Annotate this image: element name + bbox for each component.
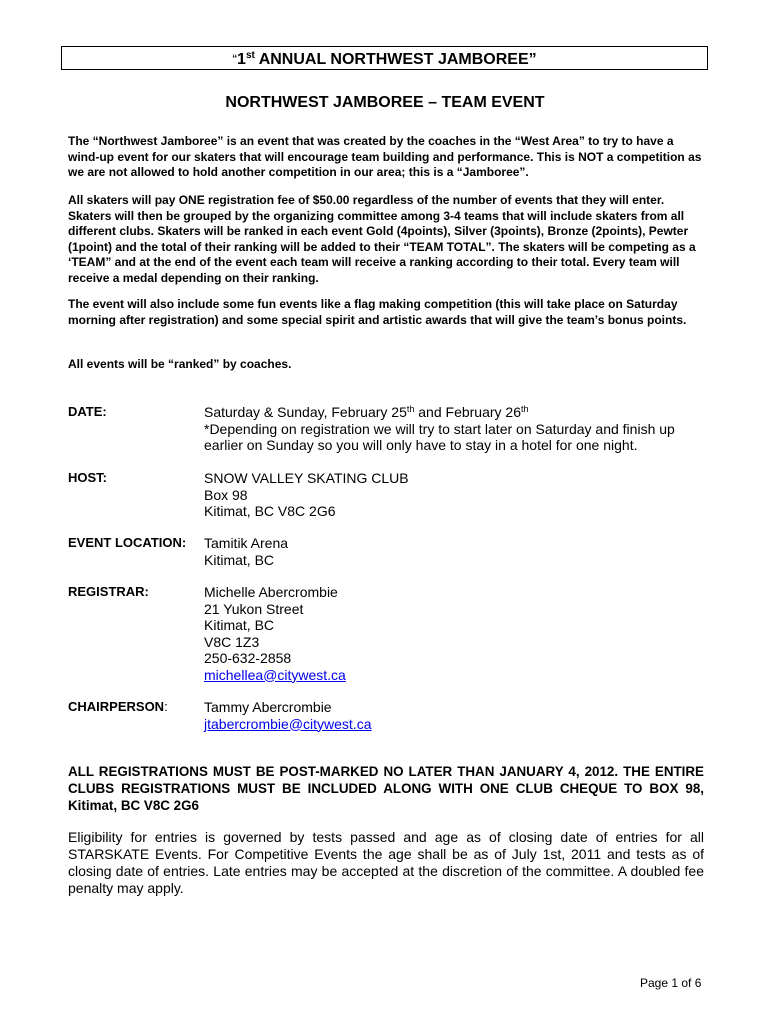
date-text-b: and February 26 bbox=[414, 404, 521, 420]
chairperson-label-text: CHAIRPERSON bbox=[68, 699, 165, 714]
date-note-line-1: *Depending on registration we will try to start later on Saturday and finish up bbox=[204, 420, 675, 437]
page-number: Page 1 of 6 bbox=[640, 976, 702, 990]
chairperson-name: Tammy Abercrombie bbox=[204, 699, 332, 715]
page-subtitle: NORTHWEST JAMBOREE – TEAM EVENT bbox=[225, 94, 545, 111]
intro-paragraph-3: The event will also include some fun events like a flag making competition (this will take place on Saturday morning after registration) and some special spirit and artistic awards that will give the team’s bonus points. bbox=[68, 297, 687, 327]
date-value bbox=[204, 404, 708, 454]
title-text: ANNUAL NORTHWEST JAMBOREE bbox=[254, 51, 529, 68]
registrar-email-link[interactable]: michellea@citywest.ca bbox=[204, 666, 346, 683]
title-close-quote: ” bbox=[528, 51, 537, 68]
registrar-line: V8C 1Z3 bbox=[204, 633, 260, 650]
intro-paragraph-4: All events will be “ranked” by coaches. bbox=[68, 357, 292, 371]
date-label: DATE: bbox=[68, 404, 107, 419]
title-superscript: st bbox=[245, 50, 255, 61]
host-value bbox=[204, 470, 708, 520]
chairperson-email-link[interactable]: jtabercrombie@citywest.ca bbox=[204, 715, 372, 732]
date-text-a: Saturday & Sunday, February 25 bbox=[204, 404, 407, 420]
intro-paragraph-2: All skaters will pay ONE registration fee of $50.00 regardless of the number of events that they will enter. Skaters will then be grouped by the organizing committee among 3-4 teams that will include skaters from all different clubs. Skaters will be ranked in each event Gold (4points), Silver (3points), Bronze (2points), Pewter (1point) and the total of their ranking will be added to their “TEAM TOTAL”. The skaters will be competing as a ‘TEAM” and at the end of the event each team will receive a ranking according to their total. Every team will receive a medal depending on their ranking. bbox=[68, 193, 696, 285]
event-title-box bbox=[61, 46, 708, 70]
location-line: Tamitik Arena bbox=[204, 535, 289, 551]
registration-deadline-notice: ALL REGISTRATIONS MUST BE POST-MARKED NO LATER THAN JANUARY 4, 2012. THE ENTIRE CLUBS REGISTRATIONS MUST BE INCLUDED ALONG WITH ONE CLUB CHEQUE TO BOX 98, Kitimat, BC V8C 2G6 bbox=[68, 764, 704, 813]
chairperson-label bbox=[68, 699, 168, 716]
host-line: Kitimat, BC V8C 2G6 bbox=[204, 503, 336, 519]
registrar-value bbox=[204, 584, 708, 683]
chairperson-label-colon: : bbox=[164, 699, 168, 714]
registrar-line: 21 Yukon Street bbox=[204, 600, 304, 617]
title-open-quote: “ bbox=[232, 51, 238, 67]
location-value bbox=[204, 535, 708, 568]
date-note-line-2: earlier on Sunday so you will only have to stay in a hotel for one night. bbox=[204, 437, 638, 453]
date-sup-2: th bbox=[521, 404, 529, 414]
location-label: EVENT LOCATION: bbox=[68, 535, 187, 550]
intro-paragraph-1: The “Northwest Jamboree” is an event that was created by the coaches in the “West Area” to try to have a wind-up event for our skaters that will encourage team building and performance. This is NOT a competition as we are not allowed to hold another competition in our area; this is a “Jamboree”. bbox=[68, 134, 702, 179]
registrar-line: Michelle Abercrombie bbox=[204, 584, 338, 600]
title-number: 1 bbox=[237, 51, 246, 68]
host-line: Box 98 bbox=[204, 486, 248, 503]
eligibility-paragraph: Eligibility for entries is governed by tests passed and age as of closing date of entries for all STARSKATE Events. For Competitive Events the age shall be as of July 1st, 2011 and tests as of closing date of entries. Late entries may be accepted at the discretion of the committee. A doubled fee penalty may apply. bbox=[68, 829, 704, 896]
host-label: HOST: bbox=[68, 470, 107, 485]
date-sup-1: th bbox=[406, 404, 415, 414]
host-line: SNOW VALLEY SKATING CLUB bbox=[204, 470, 409, 486]
registrar-label: REGISTRAR: bbox=[68, 584, 149, 599]
registrar-line: Kitimat, BC bbox=[204, 617, 275, 633]
location-line: Kitimat, BC bbox=[204, 551, 275, 568]
chairperson-value bbox=[204, 699, 708, 732]
registrar-line: 250-632-2858 bbox=[204, 650, 292, 666]
